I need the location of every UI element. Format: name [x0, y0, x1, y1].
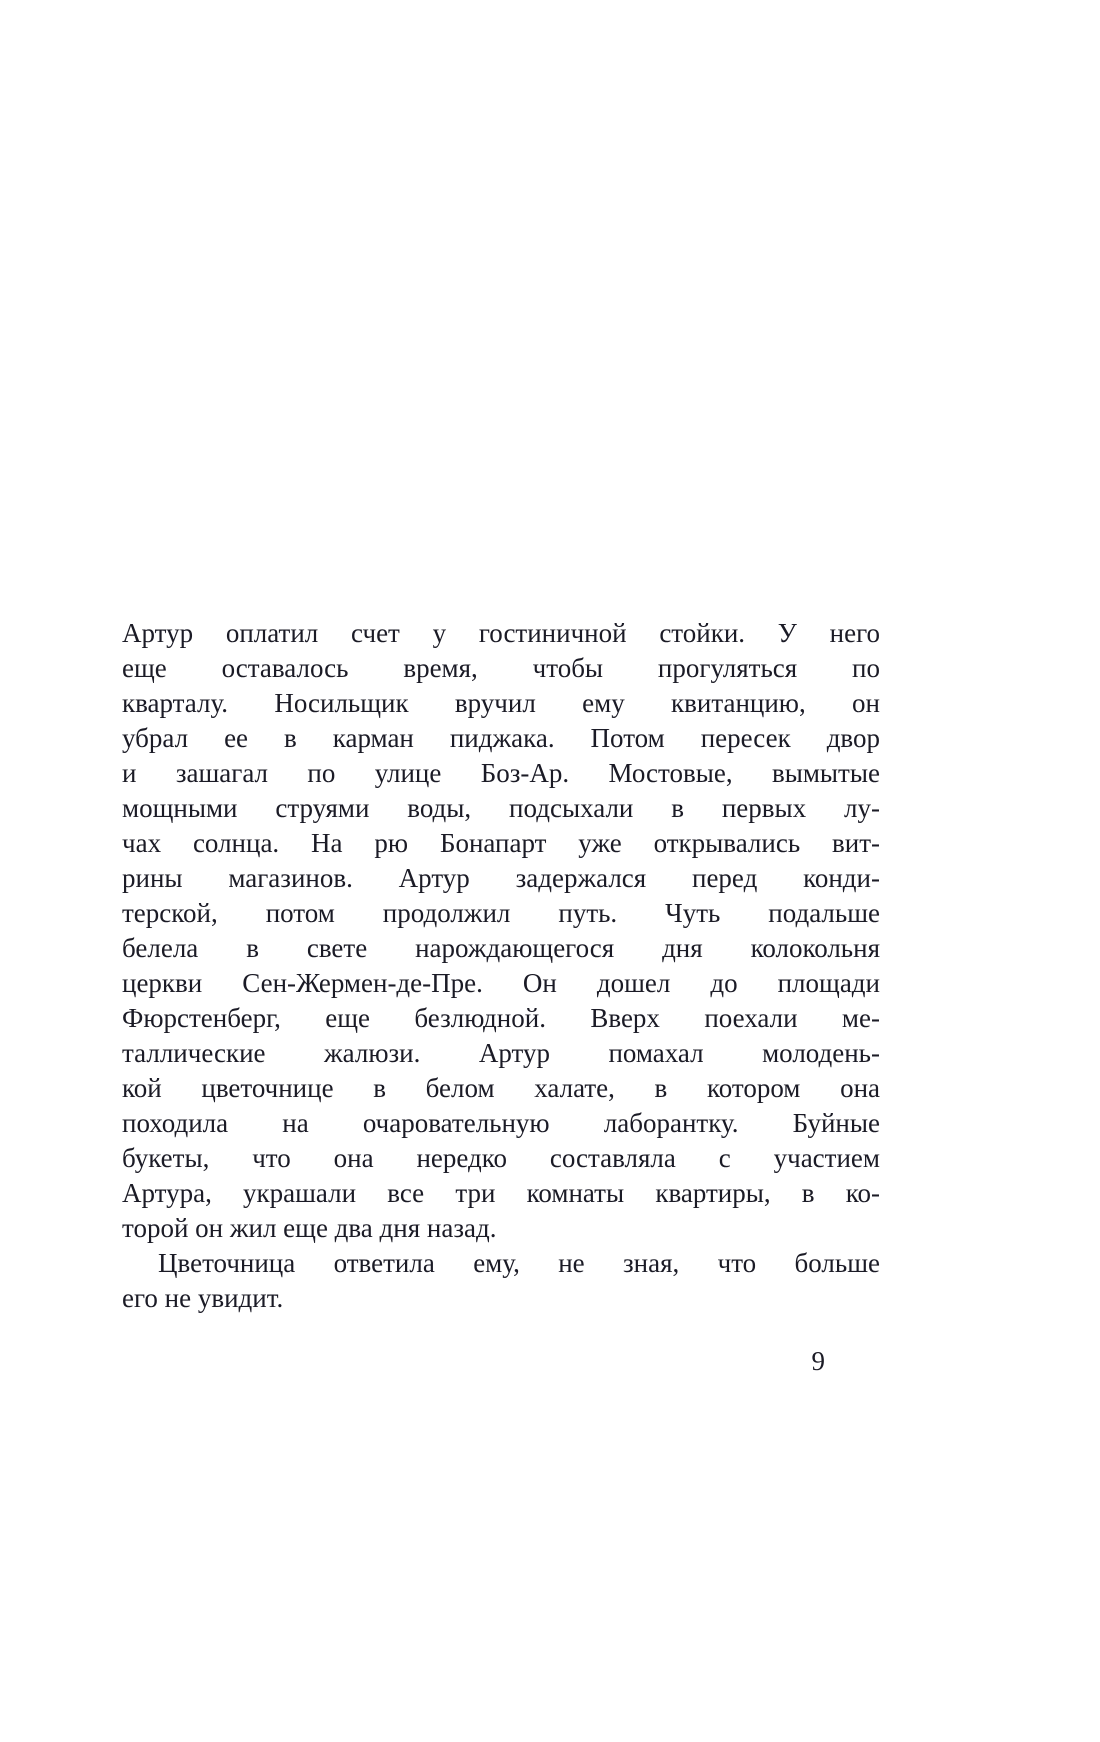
text-line: белела в свете нарождающегося дня колокольня — [122, 933, 880, 963]
text-line: чах солнца. На рю Бонапарт уже открывались вит- — [122, 828, 880, 858]
text-line: убрал ее в карман пиджака. Потом пересек двор — [122, 723, 880, 753]
text-line: его не увидит. — [122, 1283, 284, 1313]
text-line: кой цветочнице в белом халате, в котором она — [122, 1073, 880, 1103]
text-line: и зашагал по улице Боз-Ар. Мостовые, вымытые — [122, 758, 880, 788]
text-line: торой он жил еще два дня назад. — [122, 1213, 497, 1243]
text-line: Артур оплатил счет у гостиничной стойки. У него — [122, 618, 880, 648]
text-line: мощными струями воды, подсыхали в первых лу- — [122, 793, 880, 823]
text-line: рины магазинов. Артур задержался перед конди- — [122, 863, 880, 893]
text-line: еще оставалось время, чтобы прогуляться по — [122, 653, 880, 683]
text-line: церкви Сен-Жермен-де-Пре. Он дошел до площади — [122, 968, 880, 998]
text-line: кварталу. Носильщик вручил ему квитанцию, он — [122, 688, 880, 718]
text-line: терской, потом продолжил путь. Чуть подальше — [122, 898, 880, 928]
text-block — [122, 616, 880, 1379]
text-line: таллические жалюзи. Артур помахал молодень- — [122, 1038, 880, 1068]
text-line: Цветочница ответила ему, не зная, что больше — [158, 1248, 880, 1278]
text-line: Фюрстенберг, еще безлюдной. Вверх поехали ме- — [122, 1003, 880, 1033]
page-number: 9 — [811, 1346, 825, 1376]
text-line: Артура, украшали все три комнаты квартиры, в ко- — [122, 1178, 880, 1208]
text-line: букеты, что она нередко составляла с участием — [122, 1143, 880, 1173]
text-line: походила на очаровательную лаборантку. Буйные — [122, 1108, 880, 1138]
text-paragraph — [122, 616, 880, 1246]
text-paragraph — [122, 1246, 880, 1316]
